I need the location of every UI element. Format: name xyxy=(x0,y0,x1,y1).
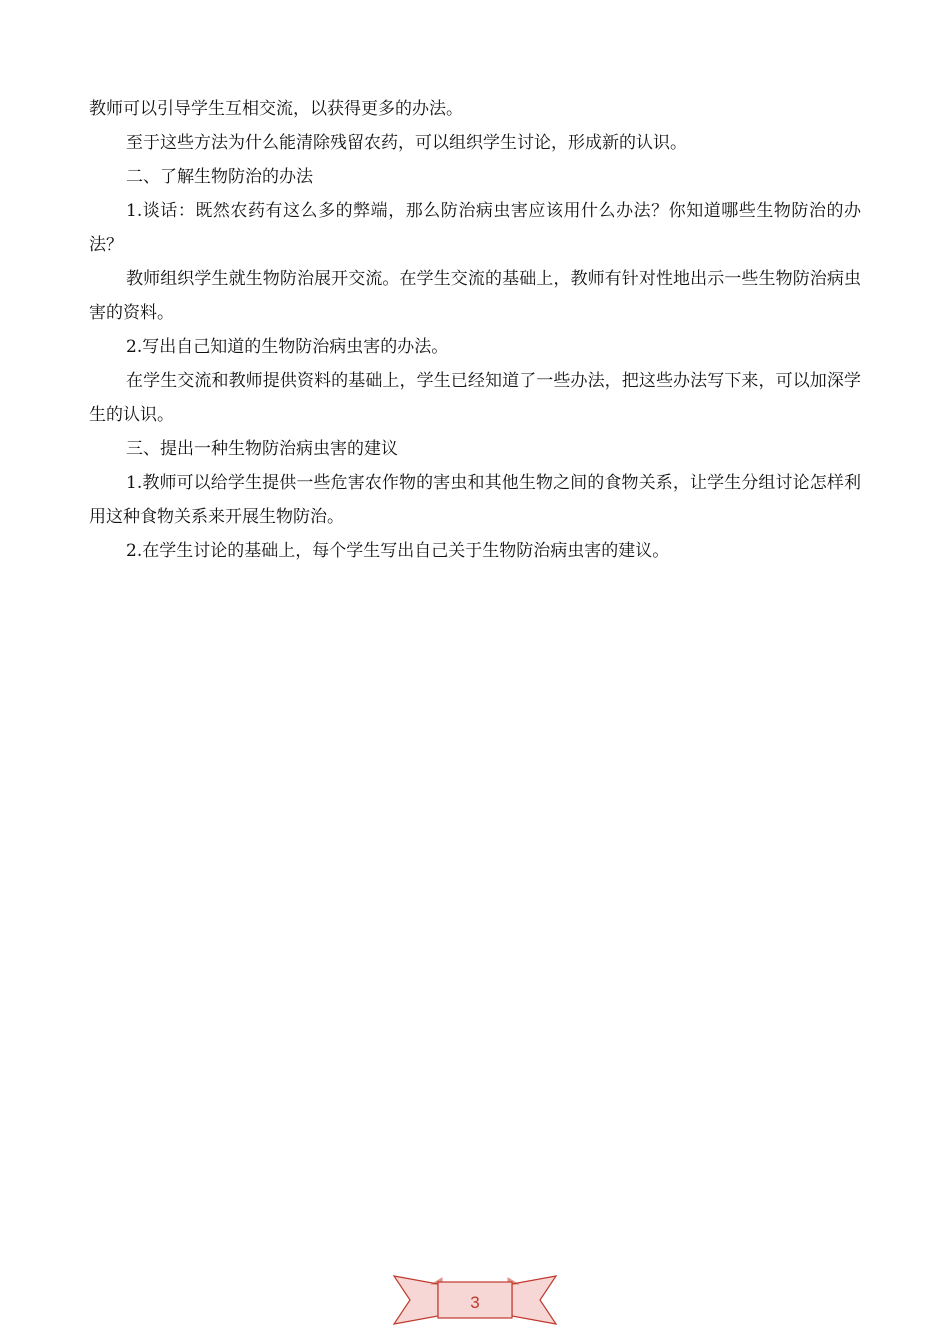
paragraph-8: 2.在学生讨论的基础上，每个学生写出自己关于生物防治病虫害的建议。 xyxy=(126,541,670,561)
paragraph-6: 在学生交流和教师提供资料的基础上，学生已经知道了一些办法，把这些办法写下来，可以加深学生的认识。 xyxy=(89,371,861,425)
paragraph-2: 至于这些方法为什么能清除残留农药，可以组织学生讨论，形成新的认识。 xyxy=(126,133,687,153)
section-heading-2: 二、了解生物防治的办法 xyxy=(126,167,313,187)
paragraph-1: 教师可以引导学生互相交流，以获得更多的办法。 xyxy=(89,99,463,119)
document-body xyxy=(89,92,861,568)
paragraph-5: 2.写出自己知道的生物防治病虫害的办法。 xyxy=(126,337,449,357)
paragraph-7: 1.教师可以给学生提供一些危害农作物的害虫和其他生物之间的食物关系，让学生分组讨论怎样利用这种食物关系来开展生物防治。 xyxy=(89,473,861,527)
page-footer xyxy=(392,1272,558,1328)
section-heading-3: 三、提出一种生物防治病虫害的建议 xyxy=(126,439,398,459)
paragraph-4: 教师组织学生就生物防治展开交流。在学生交流的基础上，教师有针对性地出示一些生物防治病虫害的资料。 xyxy=(89,269,861,323)
page-number: 3 xyxy=(470,1293,480,1312)
paragraph-3: 1.谈话：既然农药有这么多的弊端，那么防治病虫害应该用什么办法？你知道哪些生物防治的办法？ xyxy=(89,201,861,255)
